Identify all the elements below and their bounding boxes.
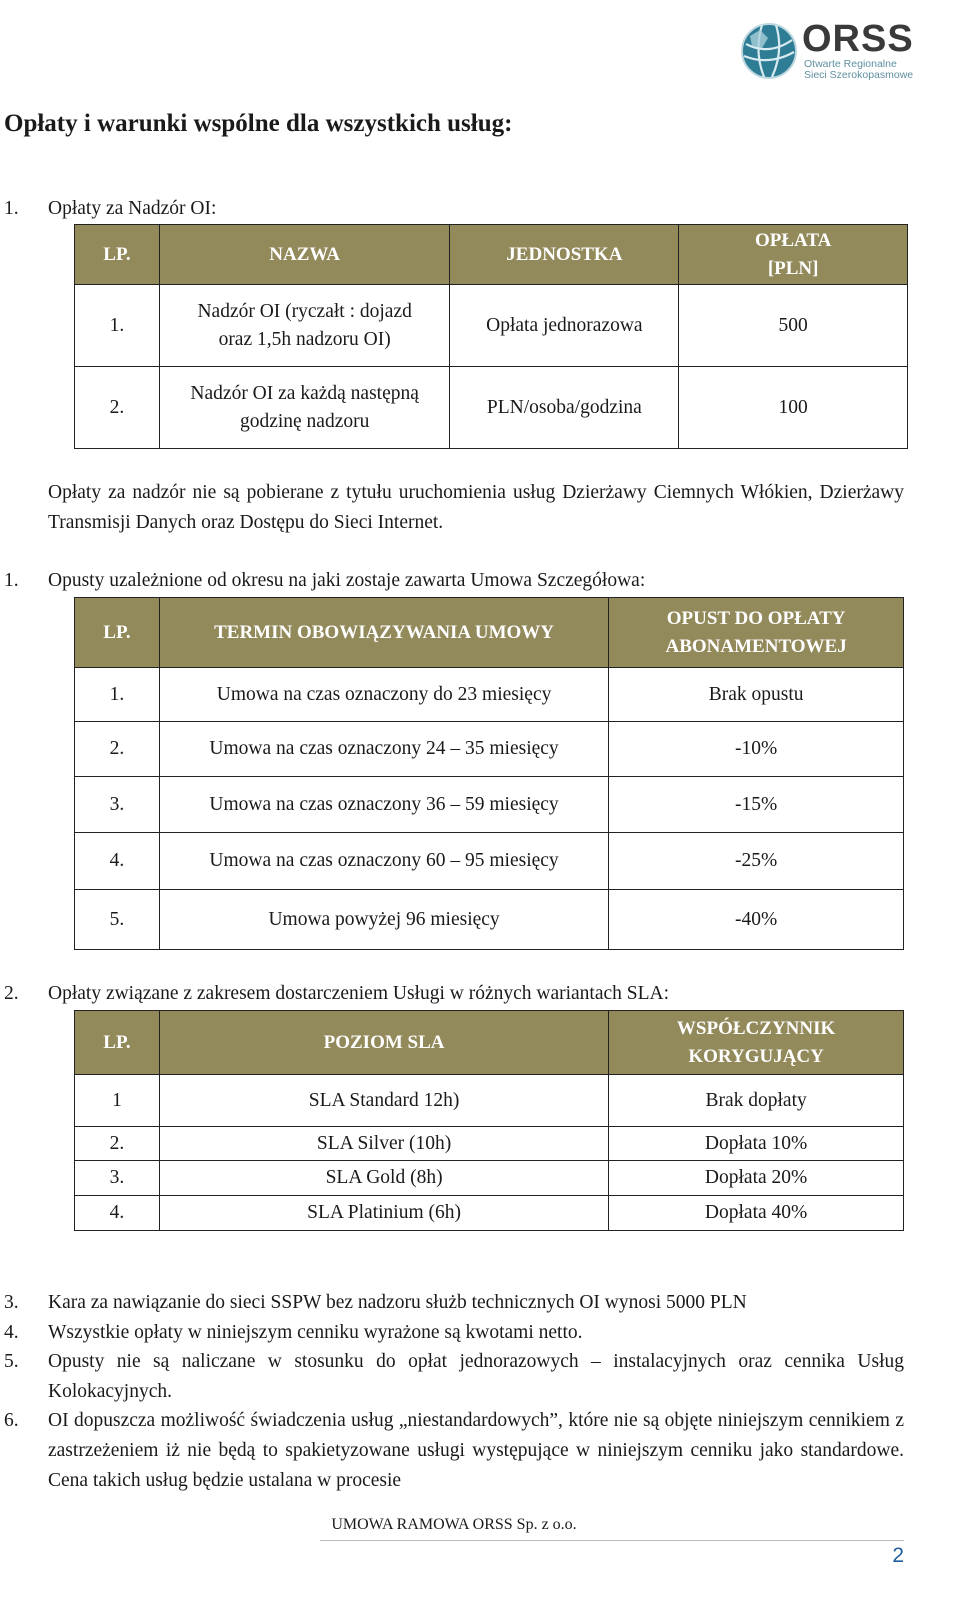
page-title: Opłaty i warunki wspólne dla wszystkich usług: — [4, 110, 513, 137]
cell-sla-level: SLA Platinium (6h) — [159, 1196, 608, 1231]
list-number: 6. — [4, 1410, 19, 1431]
list-item: Opusty nie są naliczane w stosunku do opłat jednorazowych – instalacyjnych oraz cennika Usług Kolokacyjnych. — [48, 1351, 904, 1402]
cell-discount: Brak opustu — [609, 668, 904, 722]
cell-coefficient: Dopłata 40% — [609, 1196, 904, 1231]
cell-lp: 4. — [75, 1196, 160, 1231]
section-number: 2. — [4, 983, 19, 1004]
header-unit: JEDNOSTKA — [450, 225, 679, 285]
list-item: Wszystkie opłaty w niniejszym cenniku wyrażone są kwotami netto. — [48, 1322, 583, 1343]
header-name: NAZWA — [159, 225, 450, 285]
list-number: 5. — [4, 1351, 19, 1372]
cell-unit: Opłata jednorazowa — [450, 285, 679, 367]
page-footer: UMOWA RAMOWA ORSS Sp. z o.o. — [331, 1516, 577, 1533]
table-header-row — [75, 225, 908, 285]
cell-lp: 2. — [75, 722, 160, 777]
list-number: 4. — [4, 1322, 19, 1343]
header-fee: OPŁATA [PLN] — [679, 225, 908, 285]
cell-sla-level: SLA Gold (8h) — [159, 1161, 608, 1196]
sla-table — [74, 1010, 904, 1231]
table-row — [75, 1196, 904, 1231]
cell-lp: 1. — [75, 285, 160, 367]
header-coefficient: WSPÓŁCZYNNIK KORYGUJĄCY — [609, 1011, 904, 1075]
table-row — [75, 668, 904, 722]
cell-discount: -15% — [609, 777, 904, 833]
table-row — [75, 833, 904, 890]
section-heading: Opusty uzależnione od okresu na jaki zostaje zawarta Umowa Szczegółowa: — [48, 570, 646, 591]
cell-discount: -25% — [609, 833, 904, 890]
cell-sla-level: SLA Standard 12h) — [159, 1075, 608, 1127]
header-term: TERMIN OBOWIĄZYWANIA UMOWY — [159, 598, 608, 668]
cell-sla-level: SLA Silver (10h) — [159, 1127, 608, 1161]
cell-lp: 2. — [75, 1127, 160, 1161]
supervision-fee-table — [74, 224, 908, 449]
cell-lp: 1 — [75, 1075, 160, 1127]
header-lp: LP. — [75, 225, 160, 285]
cell-lp: 4. — [75, 833, 160, 890]
table-row — [75, 285, 908, 367]
cell-term: Umowa na czas oznaczony do 23 miesięcy — [159, 668, 608, 722]
orss-logo — [740, 18, 924, 82]
footer-divider — [320, 1540, 904, 1541]
page-number: 2 — [892, 1544, 904, 1567]
logo-wordmark: ORSS — [802, 18, 914, 60]
cell-lp: 3. — [75, 1161, 160, 1196]
cell-name: Nadzór OI za każdą następną godzinę nadzoru — [159, 367, 450, 449]
cell-coefficient: Dopłata 10% — [609, 1127, 904, 1161]
cell-name: Nadzór OI (ryczałt : dojazd oraz 1,5h nadzoru OI) — [159, 285, 450, 367]
cell-term: Umowa na czas oznaczony 60 – 95 miesięcy — [159, 833, 608, 890]
table-row — [75, 722, 904, 777]
cell-fee: 100 — [679, 367, 908, 449]
table-row — [75, 367, 908, 449]
section-number: 1. — [4, 198, 19, 219]
header-lp: LP. — [75, 598, 160, 668]
cell-coefficient: Dopłata 20% — [609, 1161, 904, 1196]
globe-icon — [740, 22, 798, 80]
cell-coefficient: Brak dopłaty — [609, 1075, 904, 1127]
logo-subtitle-line2: Sieci Szerokopasmowe — [804, 69, 914, 81]
section-heading: Opłaty związane z zakresem dostarczeniem Usługi w różnych wariantach SLA: — [48, 983, 670, 1004]
logo-subtitle-line1: Otwarte Regionalne — [804, 58, 897, 70]
cell-lp: 5. — [75, 890, 160, 950]
table-row — [75, 777, 904, 833]
table-row — [75, 1075, 904, 1127]
cell-unit: PLN/osoba/godzina — [450, 367, 679, 449]
header-lp: LP. — [75, 1011, 160, 1075]
cell-fee: 500 — [679, 285, 908, 367]
list-item: Kara za nawiązanie do sieci SSPW bez nadzoru służb technicznych OI wynosi 5000 PLN — [48, 1292, 747, 1313]
cell-lp: 1. — [75, 668, 160, 722]
cell-term: Umowa na czas oznaczony 24 – 35 miesięcy — [159, 722, 608, 777]
table-row — [75, 890, 904, 950]
section-heading: Opłaty za Nadzór OI: — [48, 198, 217, 219]
section-number: 1. — [4, 570, 19, 591]
cell-discount: -10% — [609, 722, 904, 777]
discount-table — [74, 597, 904, 950]
cell-discount: -40% — [609, 890, 904, 950]
table-row — [75, 1161, 904, 1196]
table-row — [75, 1127, 904, 1161]
table-header-row — [75, 1011, 904, 1075]
cell-term: Umowa powyżej 96 miesięcy — [159, 890, 608, 950]
list-item: OI dopuszcza możliwość świadczenia usług „niestandardowych”, które nie są objęte niniejszym cennikiem z zastrzeżeniem iż nie będą to spakietyzowane usługi występujące w niniejszym cenniku jako standardowe. Cena takich usług będzie ustalana w procesie — [48, 1410, 904, 1491]
cell-lp: 2. — [75, 367, 160, 449]
header-sla-level: POZIOM SLA — [159, 1011, 608, 1075]
header-discount: OPUST DO OPŁATY ABONAMENTOWEJ — [609, 598, 904, 668]
supervision-note: Opłaty za nadzór nie są pobierane z tytułu uruchomienia usług Dzierżawy Ciemnych Włókien, Dzierżawy Transmisji Danych oraz Dostępu do Sieci Internet. — [48, 482, 904, 533]
list-number: 3. — [4, 1292, 19, 1313]
cell-lp: 3. — [75, 777, 160, 833]
table-header-row — [75, 598, 904, 668]
cell-term: Umowa na czas oznaczony 36 – 59 miesięcy — [159, 777, 608, 833]
